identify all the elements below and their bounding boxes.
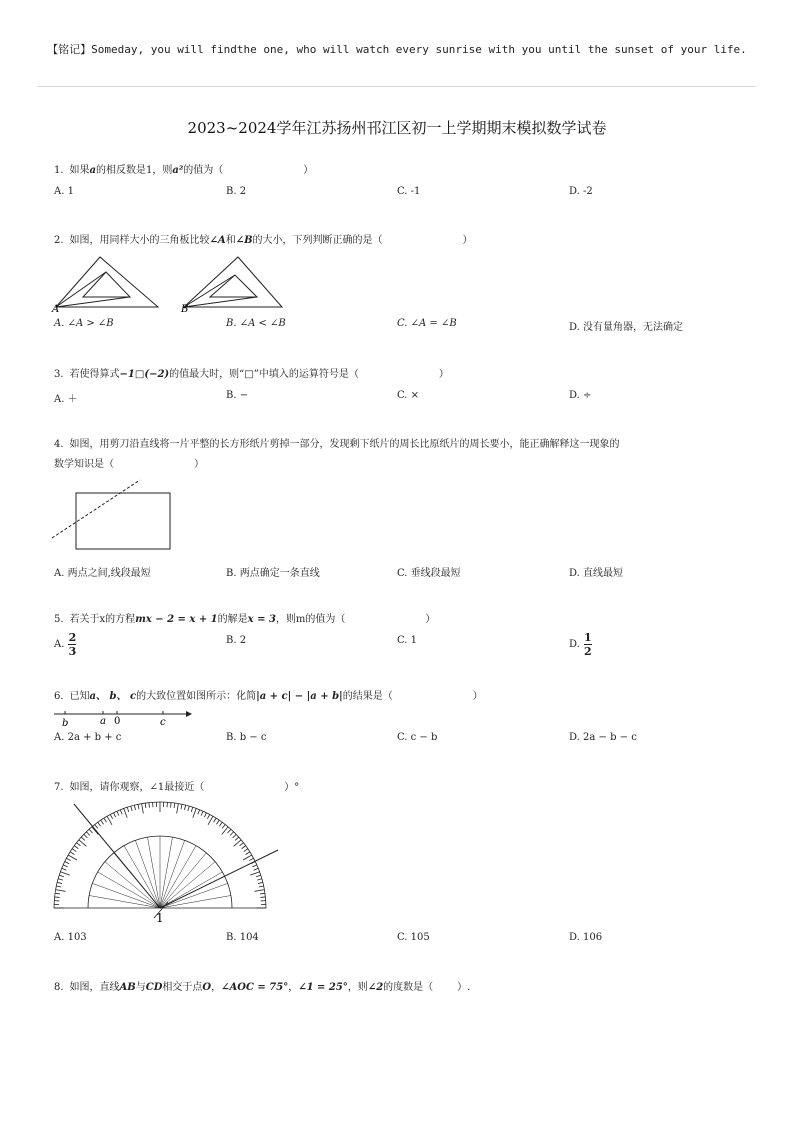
protractor-tick xyxy=(101,820,104,824)
question-5-options xyxy=(54,632,754,662)
protractor-tick xyxy=(222,824,225,828)
option-b[interactable]: B. 两点确定一条直线 xyxy=(226,568,320,579)
protractor-tick xyxy=(131,806,132,811)
label-a: A xyxy=(52,304,60,315)
question-6-options xyxy=(54,732,754,750)
protractor-tick xyxy=(107,816,112,825)
protractor-tick xyxy=(56,890,66,892)
protractor-tick xyxy=(72,849,76,852)
header-divider xyxy=(38,86,756,87)
option-d[interactable]: D. 没有量角器，无法确定 xyxy=(569,322,684,333)
protractor-tick xyxy=(110,814,112,818)
question-1: 1. 如果a的相反数是1，则a²的值为（ ） xyxy=(54,165,314,176)
protractor-tick xyxy=(228,829,231,833)
protractor-tick xyxy=(233,834,237,837)
protractor-tick xyxy=(65,862,69,864)
protractor-tick xyxy=(188,806,189,811)
protractor-tick xyxy=(66,858,70,860)
option-a[interactable]: A. 两点之间,线段最短 xyxy=(54,568,151,579)
protractor-tick xyxy=(76,843,80,846)
protractor-tick xyxy=(171,803,172,808)
option-c[interactable]: C. c − b xyxy=(397,732,438,743)
option-a[interactable]: A. ∠A > ∠B xyxy=(54,318,114,329)
protractor-tick xyxy=(58,879,63,880)
option-c[interactable]: C. -1 xyxy=(397,186,421,197)
protractor-tick xyxy=(95,824,98,828)
protractor-tick xyxy=(138,804,139,809)
page-title: 2023~2024学年江苏扬州邗江区初一上学期期末模拟数学试卷 xyxy=(187,119,607,137)
question-1-options xyxy=(54,186,754,204)
motto-banner: 【铭记】Someday, you will findthe one, who will watch every sunrise with you until the sunset of your life. xyxy=(47,43,747,56)
protractor-tick xyxy=(184,805,185,810)
protractor-tick xyxy=(260,893,265,894)
option-a[interactable]: A. ＋ xyxy=(54,394,78,405)
option-d[interactable]: D. -2 xyxy=(569,186,593,197)
number-line-figure xyxy=(52,708,202,730)
protractor-tick xyxy=(244,849,248,852)
angle-label-1: 1 xyxy=(156,911,164,925)
option-c[interactable]: C. 垂线段最短 xyxy=(397,568,461,579)
protractor-tick xyxy=(219,822,222,826)
option-b[interactable]: B. − xyxy=(226,390,249,401)
tick-label-zero: 0 xyxy=(114,716,121,727)
option-a[interactable]: A. 1 xyxy=(54,186,74,197)
protractor-tick xyxy=(174,803,175,808)
protractor-tick xyxy=(68,855,77,860)
protractor-tick xyxy=(70,852,74,855)
question-2-options xyxy=(54,318,754,336)
protractor-tick xyxy=(59,875,64,877)
protractor-tick xyxy=(250,872,259,875)
protractor-tick xyxy=(260,897,265,898)
protractor-tick xyxy=(124,808,127,817)
protractor-tick xyxy=(63,865,68,867)
question-8: 8. 如图，直线AB与CD相交于点O，∠AOC = 75°，∠1 = 25°，则∠2的度数是（ ）. xyxy=(54,982,471,993)
option-d[interactable]: D. $\frac{1}{2}$ xyxy=(569,631,592,658)
protractor-tick xyxy=(86,832,89,836)
protractor-tick xyxy=(98,822,101,826)
question-3: 3. 若使得算式−1□(−2)的值最大时，则“□”中填入的运算符号是（ ） xyxy=(54,369,449,380)
rectangle-cut-figure xyxy=(50,478,180,548)
tick-label-a: a xyxy=(100,716,106,727)
option-b[interactable]: B. ∠A < ∠B xyxy=(226,318,286,329)
protractor-tick xyxy=(55,897,60,898)
option-c[interactable]: C. 105 xyxy=(397,932,430,943)
tick-label-b: b xyxy=(62,718,69,729)
option-b[interactable]: B. 2 xyxy=(226,186,247,197)
question-5: 5. 若关于x的方程mx − 2 = x + 1的解是x = 3，则m的值为（ ） xyxy=(54,614,436,625)
protractor-tick xyxy=(114,813,116,817)
protractor-tick xyxy=(258,882,263,883)
triangle-rulers-figure xyxy=(50,255,290,315)
option-b[interactable]: B. 2 xyxy=(226,635,247,646)
protractor-tick xyxy=(104,818,107,822)
question-2: 2. 如图，用同样大小的三角板比较∠A和∠B的大小，下列判断正确的是（ ） xyxy=(54,235,473,246)
option-d[interactable]: D. 直线最短 xyxy=(569,568,624,579)
protractor-tick xyxy=(177,804,179,814)
option-c[interactable]: C. ∠A = ∠B xyxy=(397,318,457,329)
option-a[interactable]: A. 2a + b + c xyxy=(54,732,122,743)
question-7-options xyxy=(54,932,754,950)
protractor-tick xyxy=(56,886,61,887)
protractor-tick xyxy=(149,803,150,808)
label-b: B xyxy=(181,304,189,315)
protractor-tick xyxy=(120,810,122,815)
protractor-tick xyxy=(216,820,219,824)
protractor-tick xyxy=(145,803,146,808)
protractor-tick xyxy=(181,804,182,809)
protractor-tick xyxy=(249,858,253,860)
protractor-tick xyxy=(55,893,60,894)
option-a[interactable]: A. 103 xyxy=(54,932,87,943)
protractor-tick xyxy=(117,811,119,816)
protractor-tick xyxy=(207,814,209,818)
protractor-tick xyxy=(246,852,250,855)
protractor-tick xyxy=(255,890,265,892)
protractor-tick xyxy=(134,805,135,810)
protractor-tick xyxy=(230,832,233,836)
protractor-tick xyxy=(235,837,239,840)
protractor-tick xyxy=(198,810,200,815)
protractor-tick xyxy=(127,807,129,812)
question-4-options xyxy=(54,564,754,582)
protractor-tick xyxy=(259,886,264,887)
option-b[interactable]: B. 104 xyxy=(226,932,259,943)
option-c[interactable]: C. 1 xyxy=(397,635,418,646)
option-d[interactable]: D. 106 xyxy=(569,932,603,943)
protractor-tick xyxy=(60,872,69,875)
protractor-tick xyxy=(193,808,196,817)
protractor-tick xyxy=(84,834,88,837)
option-a[interactable]: A. $\frac{2}{3}$ xyxy=(54,631,77,658)
option-d[interactable]: D. 2a − b − c xyxy=(569,732,637,743)
protractor-tick xyxy=(254,868,259,870)
protractor-tick xyxy=(256,875,261,877)
question-7: 7. 如图，请你观察，∠1最接近（ ）° xyxy=(54,782,300,793)
protractor-tick xyxy=(257,879,262,880)
protractor-tick xyxy=(62,868,67,870)
option-d[interactable]: D. ÷ xyxy=(569,390,592,401)
protractor-tick xyxy=(142,804,144,814)
protractor-figure xyxy=(52,800,277,925)
tick-label-c: c xyxy=(160,717,166,728)
protractor-tick xyxy=(252,865,257,867)
question-4: 4. 如图，用剪刀沿直线将一片平整的长方形纸片剪掉一部分，发现剩下纸片的周长比原纸片的周长要小，能正确解释这一现象的 数学知识是（ ） xyxy=(54,439,620,470)
protractor-tick xyxy=(208,816,213,825)
option-b[interactable]: B. b − c xyxy=(226,732,267,743)
protractor-tick xyxy=(214,818,217,822)
question-6: 6. 已知a、 b、 c的大致位置如图所示：化简|a + c| − |a + b|的结果是（ ） xyxy=(54,691,483,702)
protractor-tick xyxy=(240,843,244,846)
protractor-tick xyxy=(89,829,92,833)
protractor-tick xyxy=(74,846,78,849)
protractor-tick xyxy=(57,882,62,883)
protractor-tick xyxy=(81,837,85,840)
question-3-options xyxy=(54,390,754,408)
protractor-tick xyxy=(243,855,252,860)
protractor-tick xyxy=(204,813,206,817)
protractor-tick xyxy=(191,807,193,812)
option-c[interactable]: C. × xyxy=(397,390,420,401)
protractor-tick xyxy=(242,846,246,849)
protractor-tick xyxy=(201,811,203,816)
